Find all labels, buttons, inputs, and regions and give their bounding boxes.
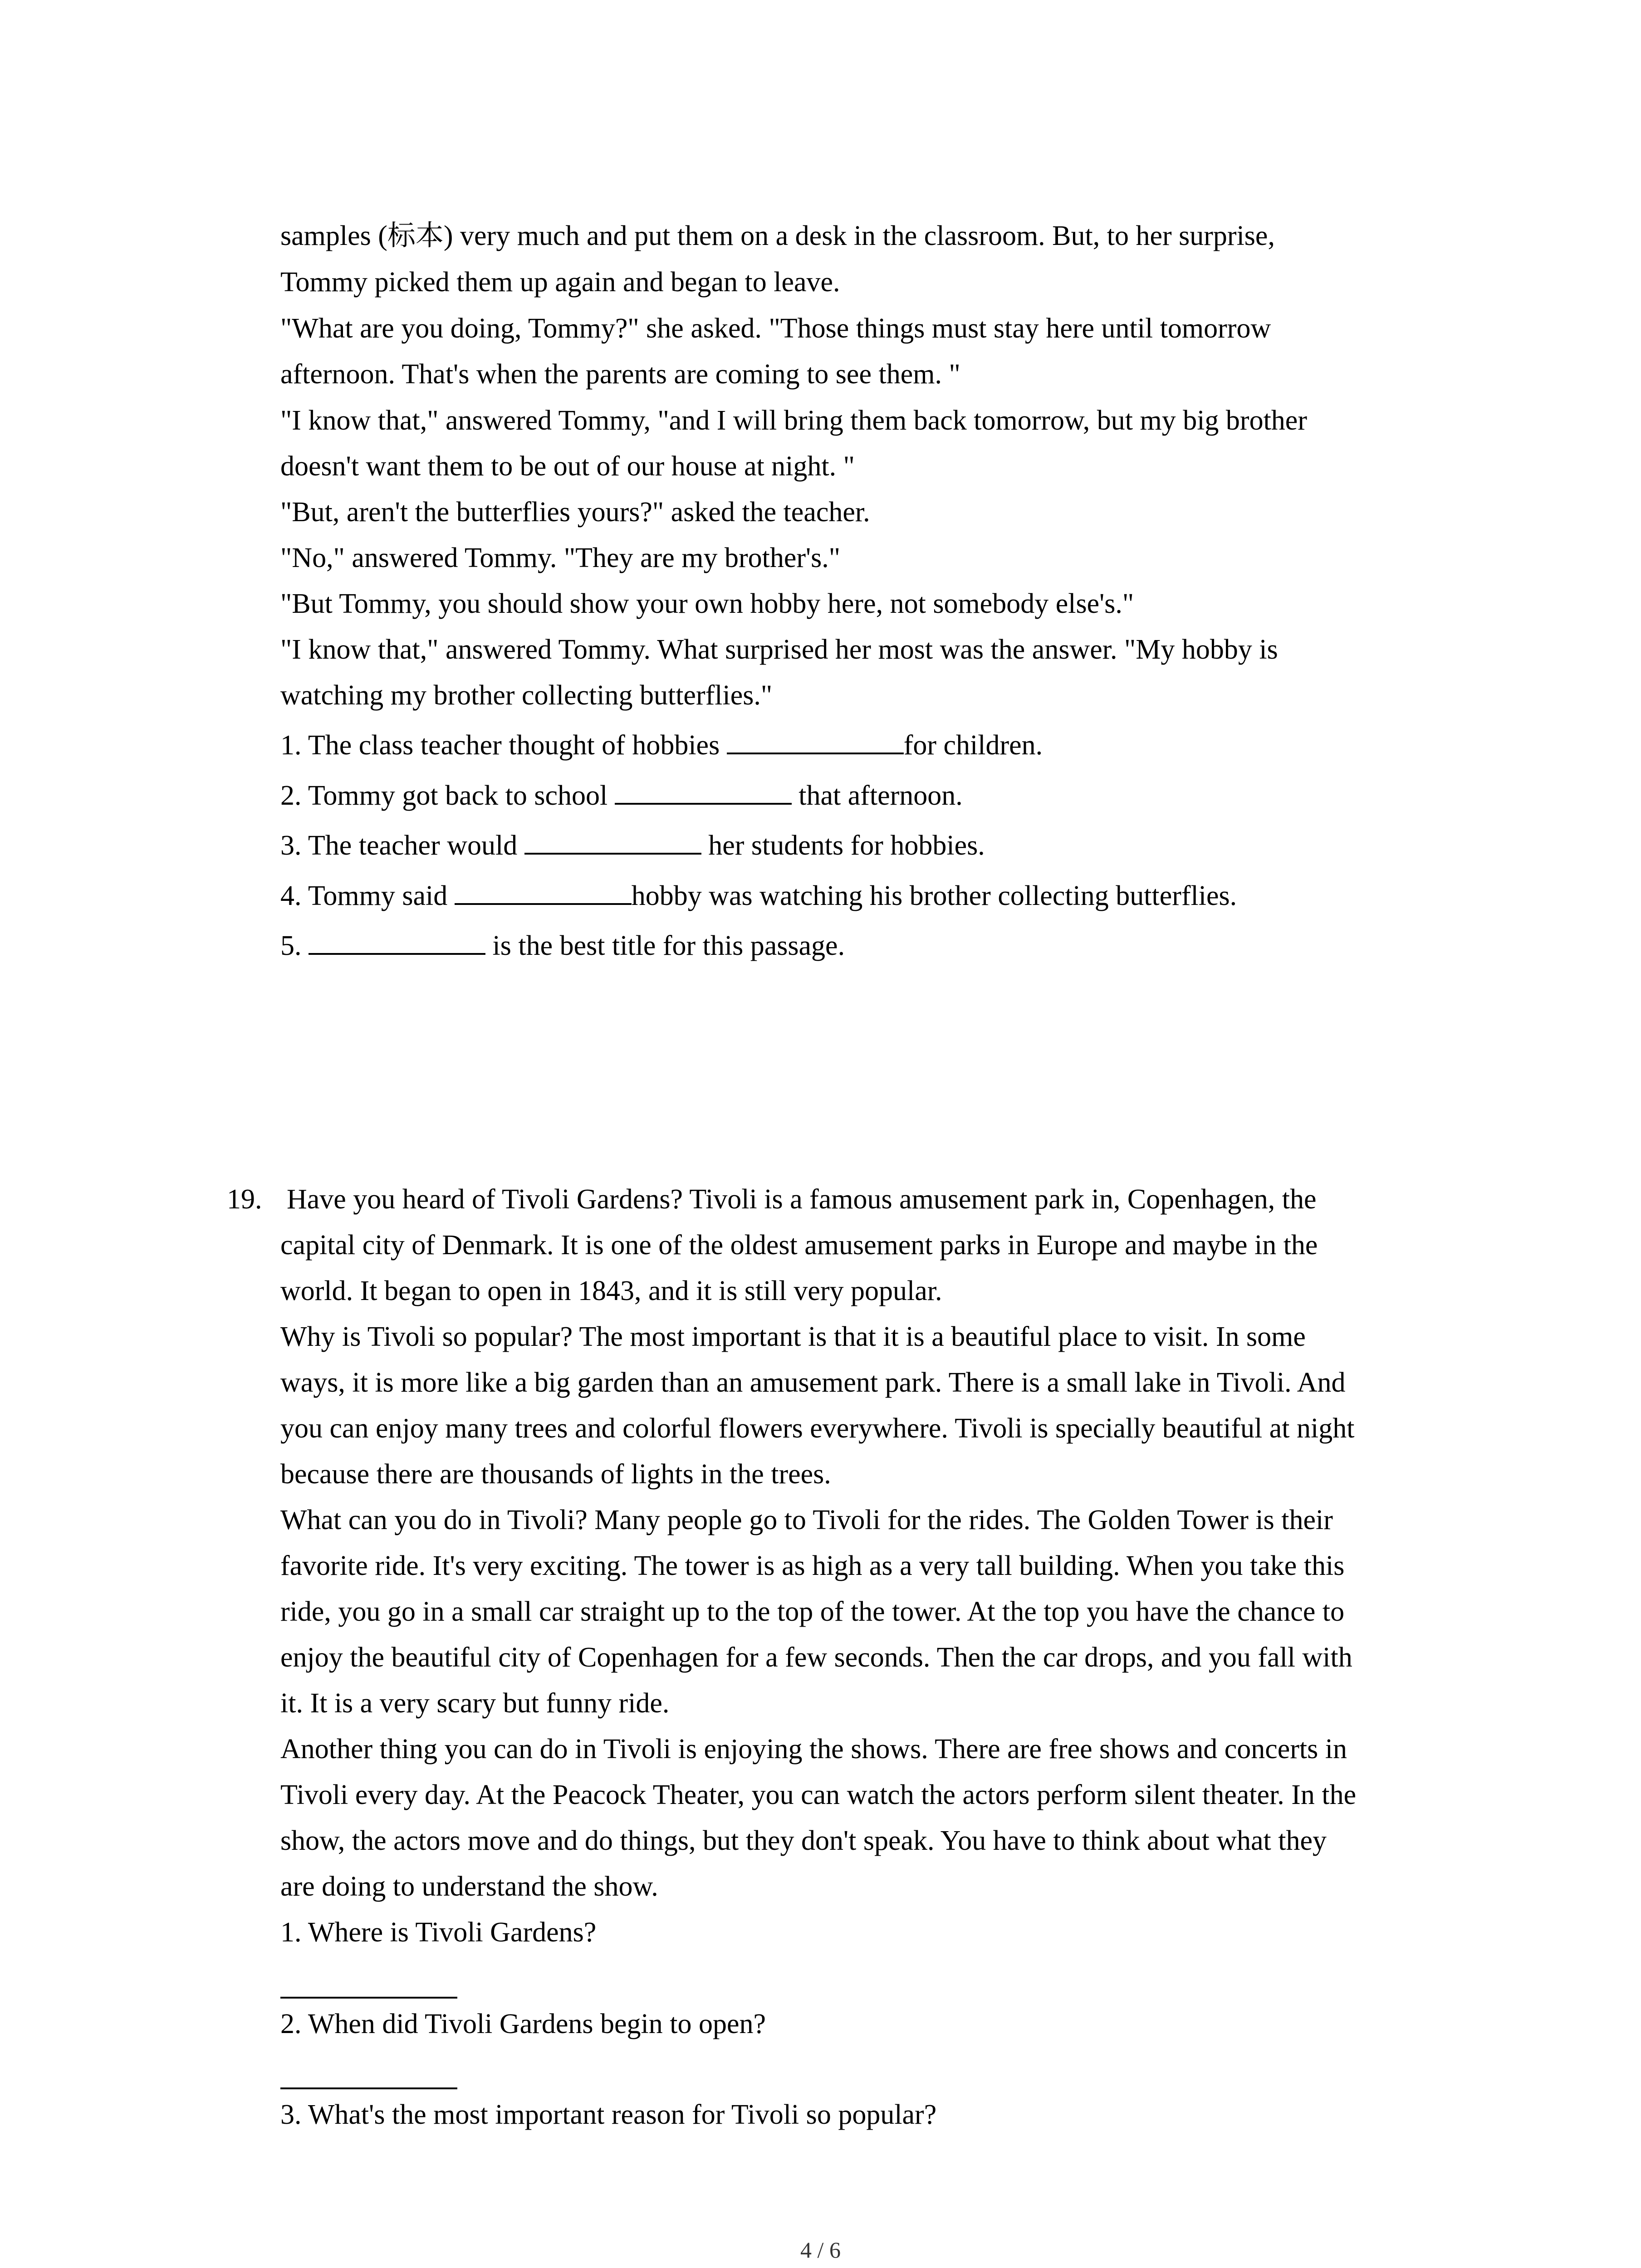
answer-blank[interactable] xyxy=(455,878,632,905)
passage-line: capital city of Denmark. It is one of the oldest amusement parks in Europe and maybe in the xyxy=(280,1230,1318,1261)
question-text: that afternoon. xyxy=(791,780,963,811)
short-answer-question: 3. What's the most important reason for Tivoli so popular? xyxy=(280,2099,937,2130)
passage-line: are doing to understand the show. xyxy=(280,1871,658,1902)
passage-line: ride, you go in a small car straight up to the top of the tower. At the top you have the chance to xyxy=(280,1596,1345,1627)
answer-line[interactable] xyxy=(280,2087,457,2089)
short-answer-question: 2. When did Tivoli Gardens begin to open? xyxy=(280,2009,766,2039)
question-text: 4. Tommy said xyxy=(280,880,455,911)
passage-line: "But Tommy, you should show your own hobby here, not somebody else's." xyxy=(280,588,1134,619)
page-number: 4 / 6 xyxy=(800,2237,841,2263)
passage-line: What can you do in Tivoli? Many people go to Tivoli for the rides. The Golden Tower is their xyxy=(280,1505,1333,1535)
fill-blank-question xyxy=(280,827,985,864)
passage-line: "But, aren't the butterflies yours?" asked the teacher. xyxy=(280,497,870,528)
short-answer-question: 1. Where is Tivoli Gardens? xyxy=(280,1917,597,1948)
question-text: her students for hobbies. xyxy=(701,830,985,861)
question-text: 2. Tommy got back to school xyxy=(280,780,615,811)
passage-line: favorite ride. It's very exciting. The tower is as high as a very tall building. When you take this xyxy=(280,1550,1345,1581)
fill-blank-question xyxy=(280,727,1043,763)
passage-line: "What are you doing, Tommy?" she asked. "Those things must stay here until tomorrow xyxy=(280,313,1271,344)
fill-blank-question xyxy=(280,878,1237,914)
passage-line: because there are thousands of lights in the trees. xyxy=(280,1459,831,1490)
answer-blank[interactable] xyxy=(524,827,701,855)
passage-line: enjoy the beautiful city of Copenhagen for a few seconds. Then the car drops, and you fall with xyxy=(280,1642,1352,1673)
answer-line[interactable] xyxy=(280,1997,457,1999)
passage-line: "I know that," answered Tommy. What surprised her most was the answer. "My hobby is xyxy=(280,634,1278,665)
passage-line: ways, it is more like a big garden than an amusement park. There is a small lake in Tivoli. And xyxy=(280,1367,1346,1398)
question-number: 19. xyxy=(227,1184,262,1215)
passage-line: world. It began to open in 1843, and it is still very popular. xyxy=(280,1276,942,1306)
passage-line: Tommy picked them up again and began to leave. xyxy=(280,267,840,298)
passage-line: show, the actors move and do things, but they don't speak. You have to think about what they xyxy=(280,1825,1327,1856)
question-text: for children. xyxy=(903,730,1043,761)
passage-line: "No," answered Tommy. "They are my brother's." xyxy=(280,543,841,573)
passage-line: it. It is a very scary but funny ride. xyxy=(280,1688,670,1719)
question-text: hobby was watching his brother collecting butterflies. xyxy=(631,880,1237,911)
fill-blank-question xyxy=(280,928,845,964)
passage-line: Have you heard of Tivoli Gardens? Tivoli is a famous amusement park in, Copenhagen, the xyxy=(287,1184,1317,1215)
passage-line: watching my brother collecting butterflies." xyxy=(280,680,773,711)
passage-line: Tivoli every day. At the Peacock Theater, you can watch the actors perform silent theater. In the xyxy=(280,1779,1357,1810)
fill-blank-question xyxy=(280,777,963,814)
question-text: 5. xyxy=(280,930,309,961)
answer-blank[interactable] xyxy=(615,777,792,805)
passage-line: "I know that," answered Tommy, "and I will bring them back tomorrow, but my big brother xyxy=(280,405,1307,436)
passage-line: afternoon. That's when the parents are coming to see them. " xyxy=(280,359,960,390)
question-text: is the best title for this passage. xyxy=(485,930,845,961)
passage-line: doesn't want them to be out of our house at night. " xyxy=(280,451,855,482)
question-text: 3. The teacher would xyxy=(280,830,524,861)
answer-blank[interactable] xyxy=(727,727,904,754)
passage-line: Another thing you can do in Tivoli is enjoying the shows. There are free shows and concerts in xyxy=(280,1734,1347,1765)
question-text: 1. The class teacher thought of hobbies xyxy=(280,730,727,761)
passage-line: samples (标本) very much and put them on a desk in the classroom. But, to her surprise, xyxy=(280,220,1275,251)
passage-line: you can enjoy many trees and colorful flowers everywhere. Tivoli is specially beautiful at night xyxy=(280,1413,1355,1444)
passage-line: Why is Tivoli so popular? The most important is that it is a beautiful place to visit. In some xyxy=(280,1321,1306,1352)
answer-blank[interactable] xyxy=(309,928,485,955)
